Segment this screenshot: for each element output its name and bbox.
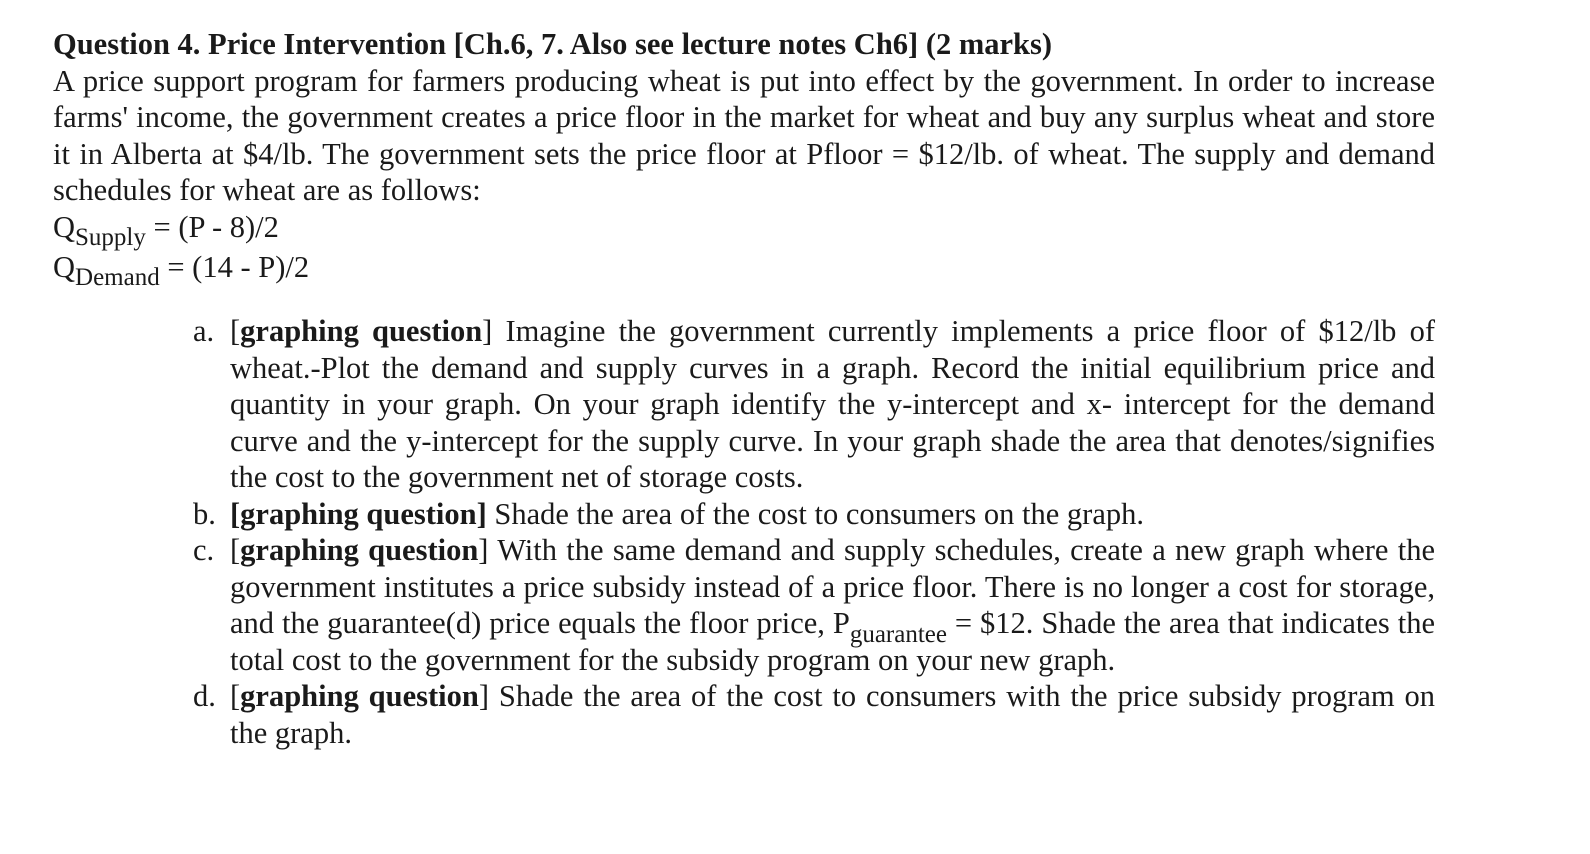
part-c-subscript: guarantee — [849, 621, 947, 648]
part-d-marker: d. — [193, 679, 216, 713]
part-d-text — [230, 678, 1435, 751]
part-b-body: Shade the area of the cost to consumers on the graph. — [486, 496, 1145, 531]
part-c-bracket-open: [ — [230, 533, 241, 567]
part-c-tag: graphing question — [240, 533, 479, 567]
question-parts — [193, 313, 1435, 751]
part-c-marker: c. — [193, 533, 215, 567]
demand-subscript: Demand — [75, 263, 160, 291]
part-d-body: Shade the area of the cost to consumers with the price subsidy program on the graph. — [230, 679, 1436, 750]
part-c-bracket-close: ] — [478, 533, 489, 567]
part-c-text — [230, 532, 1435, 678]
part-a-body: Imagine the government currently implements a price floor of $12/lb of wheat.-Plot the demand and supply curves in a graph. Record the initial equilibrium price and quantity in your graph. On your graph identify the y-intercept and x- intercept for the demand curve and the y-intercept for the supply curve. In your graph shade the area that denotes/signifies the cost to the government net of storage costs. — [230, 314, 1436, 494]
part-c — [193, 532, 1435, 678]
supply-q: Q — [53, 209, 76, 244]
question-block — [53, 26, 1435, 289]
part-b-marker: b. — [193, 496, 216, 531]
part-a-tag: graphing question — [240, 314, 483, 348]
question-title: Question 4. Price Intervention [Ch.6, 7. Also see lecture notes Ch6] (2 marks) — [53, 27, 1053, 61]
part-c-body-2: = $12. Shade the area that indicates the total cost to the government for the subsidy program on your new graph. — [230, 606, 1435, 677]
part-d-tag: graphing question — [240, 679, 479, 713]
part-d-bracket-close: ] — [478, 679, 490, 713]
supply-rhs: = (P - 8)/2 — [145, 209, 279, 244]
part-a-text — [230, 313, 1435, 496]
part-c-body-1: With the same demand and supply schedules, create a new graph where the government institutes a price subsidy instead of a price floor. There is no longer a cost for storage, and the guarantee(d) price equals the floor price, P — [230, 533, 1435, 640]
part-b-text — [230, 496, 1435, 533]
demand-q: Q — [53, 249, 76, 284]
part-a-bracket-open: [ — [230, 314, 241, 348]
part-d-bracket-open: [ — [230, 679, 241, 713]
part-a-marker: a. — [193, 314, 215, 348]
part-d — [193, 678, 1435, 751]
supply-equation — [53, 209, 1435, 249]
question-intro: A price support program for farmers producing wheat is put into effect by the government. In order to increase farms' income, the government creates a price floor in the market for wheat and buy any surplus wheat and store it in Alberta at $4/lb. The government sets the price floor at Pfloor = $12/lb. of wheat. The supply and demand schedules for wheat are as follows: — [53, 63, 1435, 207]
supply-subscript: Supply — [75, 223, 146, 251]
part-b-tag: [graphing question] — [230, 496, 487, 531]
demand-rhs: = (14 - P)/2 — [159, 249, 310, 284]
part-a — [193, 313, 1435, 496]
part-a-bracket-close: ] — [482, 314, 493, 348]
part-b — [193, 496, 1435, 533]
demand-equation — [53, 249, 1435, 289]
